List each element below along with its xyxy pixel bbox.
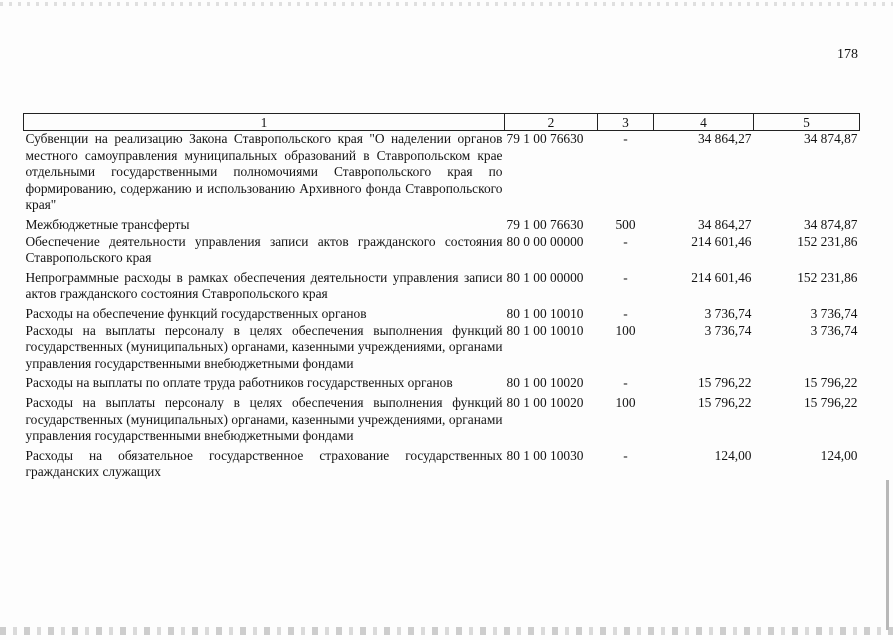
row-value-col4: 34 864,27 <box>697 216 752 232</box>
row-value-col5: 152 231,86 <box>797 269 858 285</box>
table-header-row <box>24 114 860 131</box>
row-value-col4: 3 736,74 <box>704 322 752 338</box>
row-name: Субвенции на реализацию Закона Ставропольского края "О наделении органов местного самоуправления муниципальных образований в Ставропольском крае отдельными государственными полномочиями Ставропольского края по формированию, содержанию и использованию Архивного фонда Ставропольского края" <box>25 131 503 213</box>
row-value-col5: 124,00 <box>820 447 858 463</box>
row-value-col5: 15 796,22 <box>803 394 858 410</box>
row-expense-type: 100 <box>615 322 636 338</box>
row-expense-type: - <box>623 375 628 391</box>
row-code: 79 1 00 76630 <box>506 216 584 232</box>
row-value-col5: 34 874,87 <box>803 131 858 146</box>
row-name: Расходы на обеспечение функций государственных органов <box>25 305 367 321</box>
row-value-col5: 3 736,74 <box>810 305 858 321</box>
column-header-5: 5 <box>754 114 860 131</box>
scan-artifact-bottom <box>0 627 893 635</box>
row-code: 80 1 00 10020 <box>506 375 584 391</box>
table-row <box>24 234 860 270</box>
row-code: 79 1 00 76630 <box>506 131 584 146</box>
row-name: Непрограммные расходы в рамках обеспечения деятельности управления записи актов гражданского состояния Ставропольского края <box>25 269 503 302</box>
row-value-col4: 15 796,22 <box>697 375 752 391</box>
table-row <box>24 270 860 306</box>
row-name: Межбюджетные трансферты <box>25 216 190 232</box>
row-expense-type: - <box>623 447 628 463</box>
row-expense-type: - <box>623 305 628 321</box>
table-row <box>24 375 860 395</box>
row-expense-type: - <box>623 233 628 249</box>
table-row <box>24 395 860 448</box>
column-header-3: 3 <box>598 114 654 131</box>
scan-artifact-right <box>886 480 889 630</box>
row-name: Расходы на выплаты персоналу в целях обеспечения выполнения функций государственных (муниципальных) органами, казенными учреждениями, органами управления государственными внебюджетными фондами <box>25 394 503 444</box>
row-code: 80 1 00 10010 <box>506 322 584 338</box>
table-row <box>24 131 860 217</box>
row-value-col4: 34 864,27 <box>697 131 752 146</box>
row-value-col5: 34 874,87 <box>803 216 858 232</box>
row-name: Расходы на обязательное государственное страхование государственных гражданских служащих <box>25 447 503 480</box>
row-name: Обеспечение деятельности управления записи актов гражданского состояния Ставропольского края <box>25 233 503 266</box>
row-value-col4: 214 601,46 <box>691 233 752 249</box>
budget-table <box>23 113 860 481</box>
row-code: 80 0 00 00000 <box>506 233 584 249</box>
row-value-col5: 152 231,86 <box>797 233 858 249</box>
row-expense-type: - <box>623 131 628 146</box>
row-value-col4: 124,00 <box>714 447 752 463</box>
table-row <box>24 306 860 323</box>
table-row <box>24 448 860 481</box>
row-expense-type: 500 <box>615 216 636 232</box>
table-row <box>24 217 860 234</box>
table-row <box>24 323 860 376</box>
row-code: 80 1 00 10030 <box>506 447 584 463</box>
row-expense-type: - <box>623 269 628 285</box>
row-code: 80 1 00 10010 <box>506 305 584 321</box>
row-value-col4: 15 796,22 <box>697 394 752 410</box>
scan-artifact-top <box>0 2 893 6</box>
row-value-col4: 214 601,46 <box>691 269 752 285</box>
row-value-col5: 3 736,74 <box>810 322 858 338</box>
row-value-col5: 15 796,22 <box>803 375 858 391</box>
page-number: 178 <box>837 47 858 62</box>
row-code: 80 1 00 10020 <box>506 394 584 410</box>
row-code: 80 1 00 00000 <box>506 269 584 285</box>
column-header-4: 4 <box>654 114 754 131</box>
row-name: Расходы на выплаты по оплате труда работников государственных органов <box>25 375 453 391</box>
row-value-col4: 3 736,74 <box>704 305 752 321</box>
column-header-2: 2 <box>505 114 598 131</box>
row-name: Расходы на выплаты персоналу в целях обеспечения выполнения функций государственных (муниципальных) органами, казенными учреждениями, органами управления государственными внебюджетными фондами <box>25 322 503 371</box>
row-expense-type: 100 <box>615 394 636 410</box>
column-header-1: 1 <box>24 114 505 131</box>
